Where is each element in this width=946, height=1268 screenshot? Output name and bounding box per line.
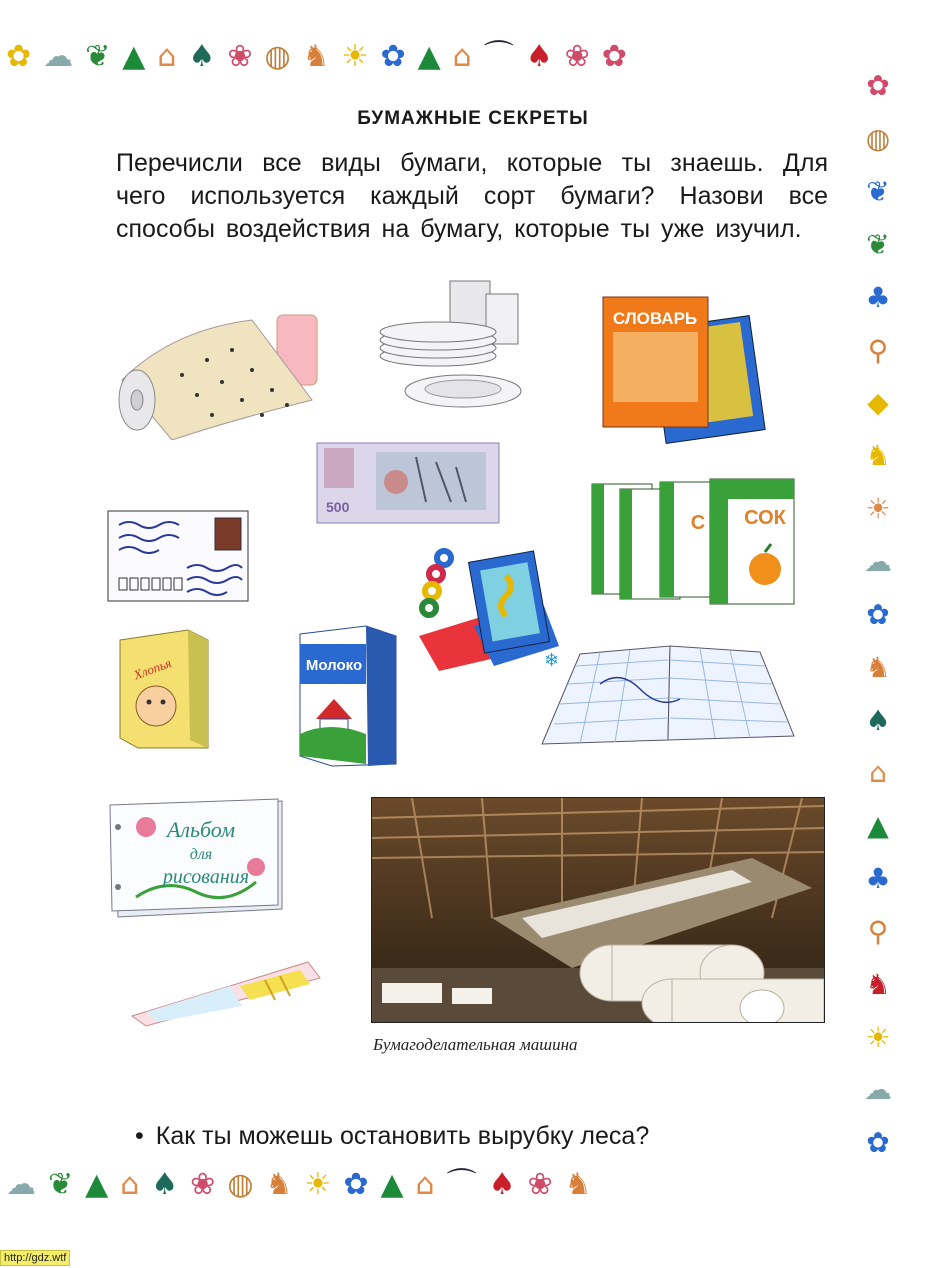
tree-icon: ▲	[122, 39, 146, 74]
juice-label: СОК	[744, 507, 786, 529]
watering-can-icon: ♠	[151, 1167, 179, 1202]
milk-carton-illustration	[296, 624, 400, 768]
decorative-border-right	[848, 60, 908, 1170]
watering-can-icon: ♠	[188, 39, 216, 74]
house-icon: ⌂	[452, 39, 472, 74]
bullet: •	[135, 1122, 144, 1150]
tree-icon: ▲	[417, 39, 441, 74]
decorative-border-bottom	[0, 1160, 905, 1210]
question-label: Как ты можешь остановить вырубку леса?	[155, 1122, 650, 1150]
branch-icon: ❦	[866, 227, 890, 261]
cloud-icon: ☁	[864, 1073, 892, 1107]
page-title: БУМАЖНЫЕ СЕКРЕТЫ	[357, 108, 589, 129]
tulip-icon: ❀	[190, 1167, 216, 1202]
cloud-icon: ☁	[6, 1167, 36, 1202]
juice-cartons-illustration	[590, 474, 800, 606]
dog-icon: ♞	[302, 39, 330, 74]
basket-icon: ◍	[865, 122, 891, 156]
house-icon: ⌂	[157, 39, 177, 74]
flower-icon: ✿	[6, 39, 32, 74]
sun-icon: ☀	[865, 1020, 891, 1054]
paper-plates-illustration	[378, 276, 530, 411]
flower-icon: ✿	[866, 69, 890, 103]
dictionary-books-illustration	[598, 292, 768, 444]
question-text	[135, 1122, 649, 1151]
dictionary-label: СЛОВАРЬ	[612, 309, 698, 328]
watering-can-icon: ♠	[488, 1167, 516, 1202]
tree-icon: ▲	[380, 1167, 404, 1202]
source-link[interactable]: http://gdz.wtf	[0, 1250, 70, 1266]
intro-paragraph: Перечисли все виды бумаги, которые ты знаешь. Для чего используется каждый сорт бумаги? Назови все способы воздействия на бумагу, которые ты уже изучил.	[116, 149, 828, 243]
album-title-line1: Альбом	[166, 817, 236, 842]
branch-icon: ❦	[85, 39, 111, 74]
sun-icon: ☀	[341, 39, 369, 74]
house-icon: ⌂	[120, 1167, 140, 1202]
juice-label-partial: С	[690, 512, 706, 534]
bone-icon: ⚲	[867, 333, 889, 367]
sketchbook-illustration	[106, 797, 284, 919]
cheese-icon: ◆	[867, 386, 889, 420]
house-icon: ⌂	[415, 1167, 435, 1202]
watering-can-icon: ♠	[865, 703, 891, 737]
dog-icon: ♞	[564, 1167, 592, 1202]
cloud-icon: ☁	[43, 39, 74, 74]
basket-icon: ◍	[227, 1167, 254, 1202]
sun-icon: ☀	[304, 1167, 332, 1202]
flower-icon: ✿	[866, 1126, 890, 1160]
tulip-icon: ❀	[527, 1167, 553, 1202]
photo-caption: Бумагоделательная машина	[373, 1035, 578, 1054]
svg-text:❄: ❄	[544, 650, 560, 671]
milk-label: Молоко	[305, 657, 363, 674]
basket-icon: ◍	[264, 39, 291, 74]
cereal-label: Хлопья	[131, 655, 174, 683]
envelope-illustration	[107, 510, 249, 602]
dog-icon: ♞	[265, 1167, 293, 1202]
tulip-icon: ❀	[564, 39, 590, 74]
album-title-line2: для	[189, 846, 213, 863]
ticket-illustration	[130, 960, 322, 1028]
notebook-illustration	[540, 644, 796, 752]
wallpaper-illustration	[112, 300, 332, 440]
bird-icon: ⌒	[483, 39, 514, 74]
mouse-icon: ♣	[865, 862, 891, 896]
flower-icon: ✿	[601, 39, 627, 74]
cat-icon: ♞	[865, 967, 891, 1001]
tulip-icon: ❀	[227, 39, 253, 74]
album-title-line3: рисования	[162, 866, 250, 888]
house-icon: ⌂	[869, 756, 887, 790]
branch-icon: ❦	[866, 175, 890, 209]
paper-machine-photo	[371, 797, 825, 1023]
flower-icon: ✿	[343, 1167, 369, 1202]
tree-icon: ▲	[867, 809, 889, 843]
sun-icon: ☀	[865, 492, 891, 526]
dog-icon: ♞	[865, 650, 891, 684]
banknote-illustration	[316, 442, 500, 524]
decorative-border-top	[0, 28, 900, 86]
cloud-icon: ☁	[864, 545, 892, 579]
watering-can-icon: ♠	[525, 39, 553, 74]
flower-icon: ✿	[866, 597, 890, 631]
flower-icon: ✿	[380, 39, 406, 74]
bone-icon: ⚲	[867, 914, 889, 948]
banknote-value: 500	[326, 499, 350, 515]
bird-icon: ⌒	[446, 1167, 477, 1202]
cereal-box-illustration	[118, 628, 210, 750]
cat-icon: ♞	[865, 439, 891, 473]
mouse-icon: ♣	[865, 280, 891, 314]
branch-icon: ❦	[48, 1167, 74, 1202]
tree-icon: ▲	[85, 1167, 109, 1202]
